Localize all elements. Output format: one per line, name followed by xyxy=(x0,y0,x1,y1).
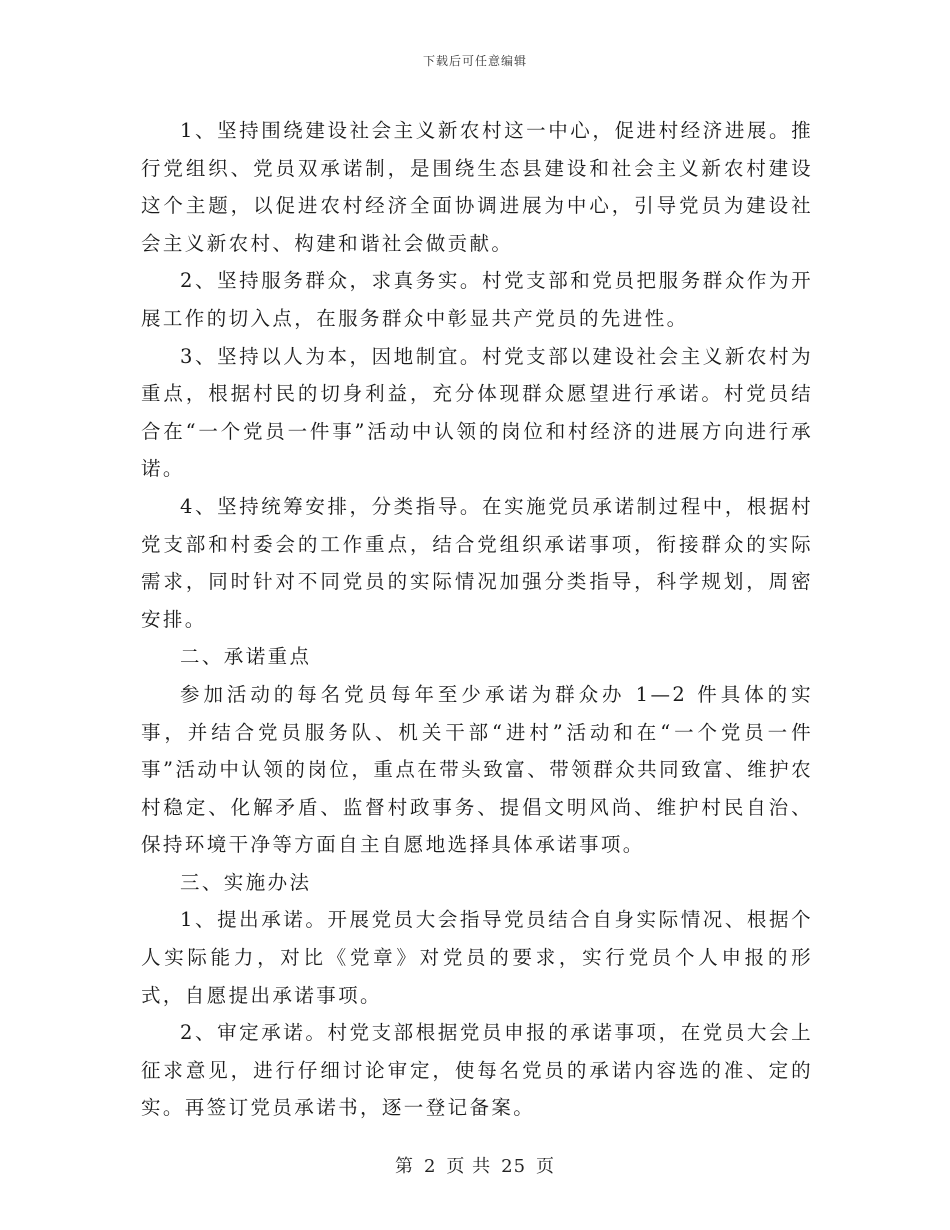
paragraph-implementation-1: 1、提出承诺。开展党员大会指导党员结合自身实际情况、根据个人实际能力，对比《党章》对党员的要求，实行党员个人申报的形式，自愿提出承诺事项。 xyxy=(141,908,813,1007)
section-heading-implementation: 三、实施办法 xyxy=(180,870,312,894)
paragraph-commitment-focus: 参加活动的每名党员每年至少承诺为群众办 1—2 件具体的实事，并结合党员服务队、机关干部“进村”活动和在“一个党员一件事”活动中认领的岗位，重点在带头致富、带领群众共同致富、维护农村稳定、化解矛盾、监督村政事务、提倡文明风尚、维护村民自治、保持环境干净等方面自主自愿地选择具体承诺事项。 xyxy=(141,682,813,857)
document-body xyxy=(141,112,813,1127)
header-note: 下载后可任意编辑 xyxy=(422,54,527,68)
paragraph-implementation-2: 2、审定承诺。村党支部根据党员申报的承诺事项，在党员大会上征求意见，进行仔细讨论审定，使每名党员的承诺内容选的准、定的实。再签订党员承诺书，逐一登记备案。 xyxy=(141,1021,813,1120)
paragraph-principle-1: 1、坚持围绕建设社会主义新农村这一中心，促进村经济进展。推行党组织、党员双承诺制，是围绕生态县建设和社会主义新农村建设这个主题，以促进农村经济全面协调进展为中心，引导党员为建设社会主义新农村、构建和谐社会做贡献。 xyxy=(141,119,813,255)
footer-suffix: 页 xyxy=(536,1156,556,1177)
page-footer xyxy=(0,1152,950,1178)
section-heading-commitment-focus: 二、承诺重点 xyxy=(180,645,312,669)
footer-middle: 页 共 xyxy=(446,1156,492,1177)
paragraph-principle-2: 2、坚持服务群众，求真务实。村党支部和党员把服务群众作为开展工作的切入点，在服务群众中彰显共产党员的先进性。 xyxy=(141,269,813,330)
paragraph-principle-4: 4、坚持统筹安排，分类指导。在实施党员承诺制过程中，根据村党支部和村委会的工作重点，结合党组织承诺事项，衔接群众的实际需求，同时针对不同党员的实际情况加强分类指导，科学规划，周密安排。 xyxy=(141,494,813,631)
footer-prefix: 第 xyxy=(394,1156,414,1177)
footer-total-pages: 25 xyxy=(501,1156,527,1177)
footer-page-number: 2 xyxy=(423,1156,437,1177)
paragraph-principle-3: 3、坚持以人为本，因地制宜。村党支部以建设社会主义新农村为重点，根据村民的切身利益，充分体现群众愿望进行承诺。村党员结合在“一个党员一件事”活动中认领的岗位和村经济的进展方向进行承诺。 xyxy=(141,344,813,481)
